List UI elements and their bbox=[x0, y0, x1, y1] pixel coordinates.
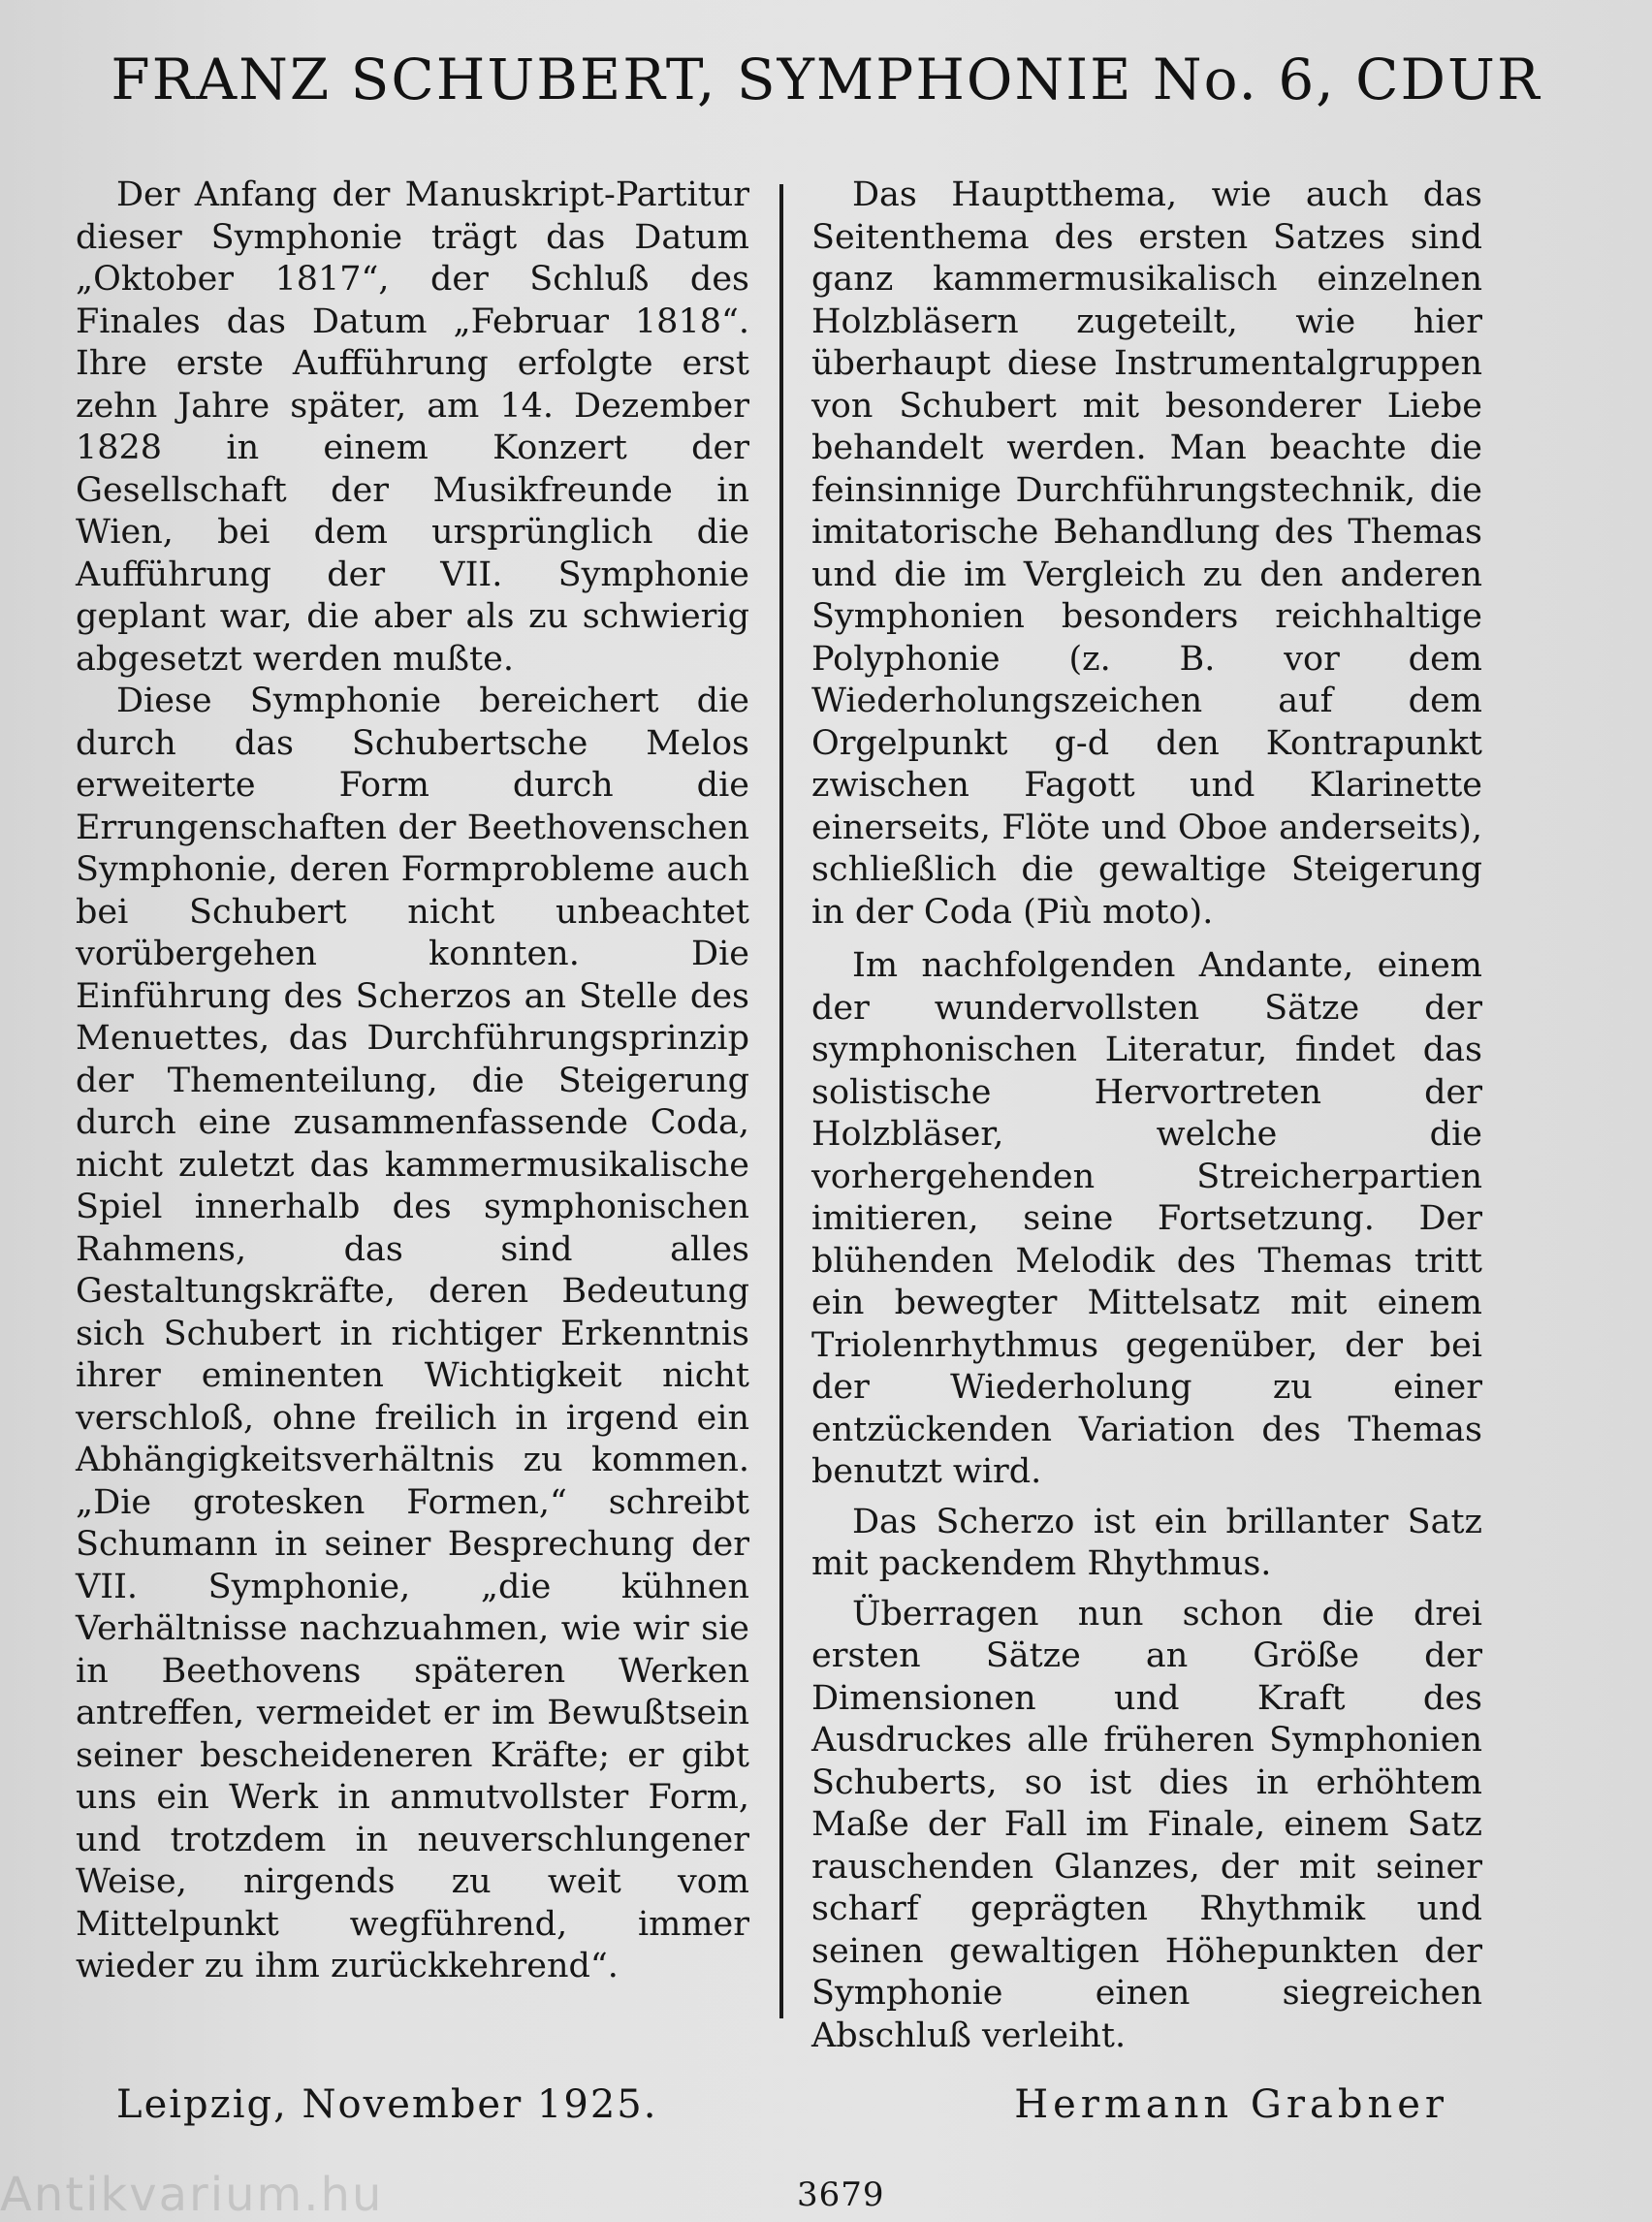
page-number: 3679 bbox=[797, 2175, 885, 2214]
paragraph: Das Scherzo ist ein brillanter Satz mit packendem Rhythmus. bbox=[811, 1502, 1482, 1583]
right-text-column bbox=[811, 175, 1482, 2057]
page-title: FRANZ SCHUBERT, SYMPHONIE No. 6, CDUR bbox=[111, 47, 1541, 112]
paragraph: Überragen nun schon die drei ersten Sätze an Größe der Dimensionen und Kraft des Ausdruckes alle früheren Symphonien Schuberts, so ist dies in erhöhtem Maße der Fall im Finale, einem Satz rauschenden Glanzes, der mit seiner scharf geprägten Rhythmik und seinen gewaltigen Höhepunkten der Symphonie einen siegreichen Abschluß verleiht. bbox=[811, 1594, 1482, 2055]
paragraph: Der Anfang der Manuskript-Partitur dieser Symphonie trägt das Datum „Oktober 1817“, der Schluß des Finales das Datum „Februar 1818“. Ihre erste Aufführung erfolgte erst zehn Jahre später, am 14. Dezember 1828 in einem Konzert der Gesellschaft der Musikfreunde in Wien, bei dem ursprünglich die Aufführung der VII. Symphonie geplant war, die aber als zu schwierig abgesetzt werden mußte. bbox=[76, 175, 749, 679]
footer-place-date: Leipzig, November 1925. bbox=[116, 2082, 658, 2127]
paragraph: Im nachfolgenden Andante, einem der wundervollsten Sätze der symphonischen Literatur, findet das solistische Hervortreten der Holzbläser, welche die vorhergehenden Streicherpartien imitieren, seine Fortsetzung. Der blühenden Melodik des Themas tritt ein bewegter Mittelsatz mit einem Triolenrhythmus gegenüber, der bei der Wiederholung zu einer entzückenden Variation des Themas benutzt wird. bbox=[811, 946, 1482, 1491]
paragraph: Das Hauptthema, wie auch das Seitenthema des ersten Satzes sind ganz kammermusikalisch einzelnen Holzbläsern zugeteilt, wie hier überhaupt diese Instrumentalgruppen von Schubert mit besonderer Liebe behandelt werden. Man beachte die feinsinnige Durchführungstechnik, die imitatorische Behandlung des Themas und die im Vergleich zu den anderen Symphonien besonders reichhaltige Polyphonie (z. B. vor dem Wiederholungszeichen auf dem Orgelpunkt g-d den Kontrapunkt zwischen Fagott und Klarinette einerseits, Flöte und Oboe anderseits), schließlich die gewaltige Steigerung in der Coda (Più moto). bbox=[811, 175, 1482, 932]
left-text-column bbox=[76, 175, 749, 1988]
watermark: Antikvarium.hu bbox=[0, 2168, 384, 2222]
column-divider bbox=[779, 184, 783, 2018]
footer-author: Hermann Grabner bbox=[1014, 2082, 1448, 2127]
paragraph: Diese Symphonie bereichert die durch das Schubertsche Melos erweiterte Form durch die Errungenschaften der Beethovenschen Symphonie, deren Formprobleme auch bei Schubert nicht unbeachtet vorübergehen konnten. Die Einführung des Scherzos an Stelle des Menuettes, das Durchführungsprinzip der Thementeilung, die Steigerung durch eine zusammenfassende Coda, nicht zuletzt das kammermusikalische Spiel innerhalb des symphonischen Rahmens, das sind alles Gestaltungskräfte, deren Bedeutung sich Schubert in richtiger Erkenntnis ihrer eminenten Wichtigkeit nicht verschloß, ohne freilich in irgend ein Abhängigkeitsverhältnis zu kommen. „Die grotesken Formen,“ schreibt Schumann in seiner Besprechung der VII. Symphonie, „die kühnen Verhältnisse nachzuahmen, wie wir sie in Beethovens späteren Werken antreffen, vermeidet er im Bewußtsein seiner bescheideneren Kräfte; er gibt uns ein Werk in anmutvollster Form, und trotzdem in neuverschlungener Weise, nirgends zu weit vom Mittelpunkt wegführend, immer wieder zu ihm zurückkehrend“. bbox=[76, 682, 749, 1985]
